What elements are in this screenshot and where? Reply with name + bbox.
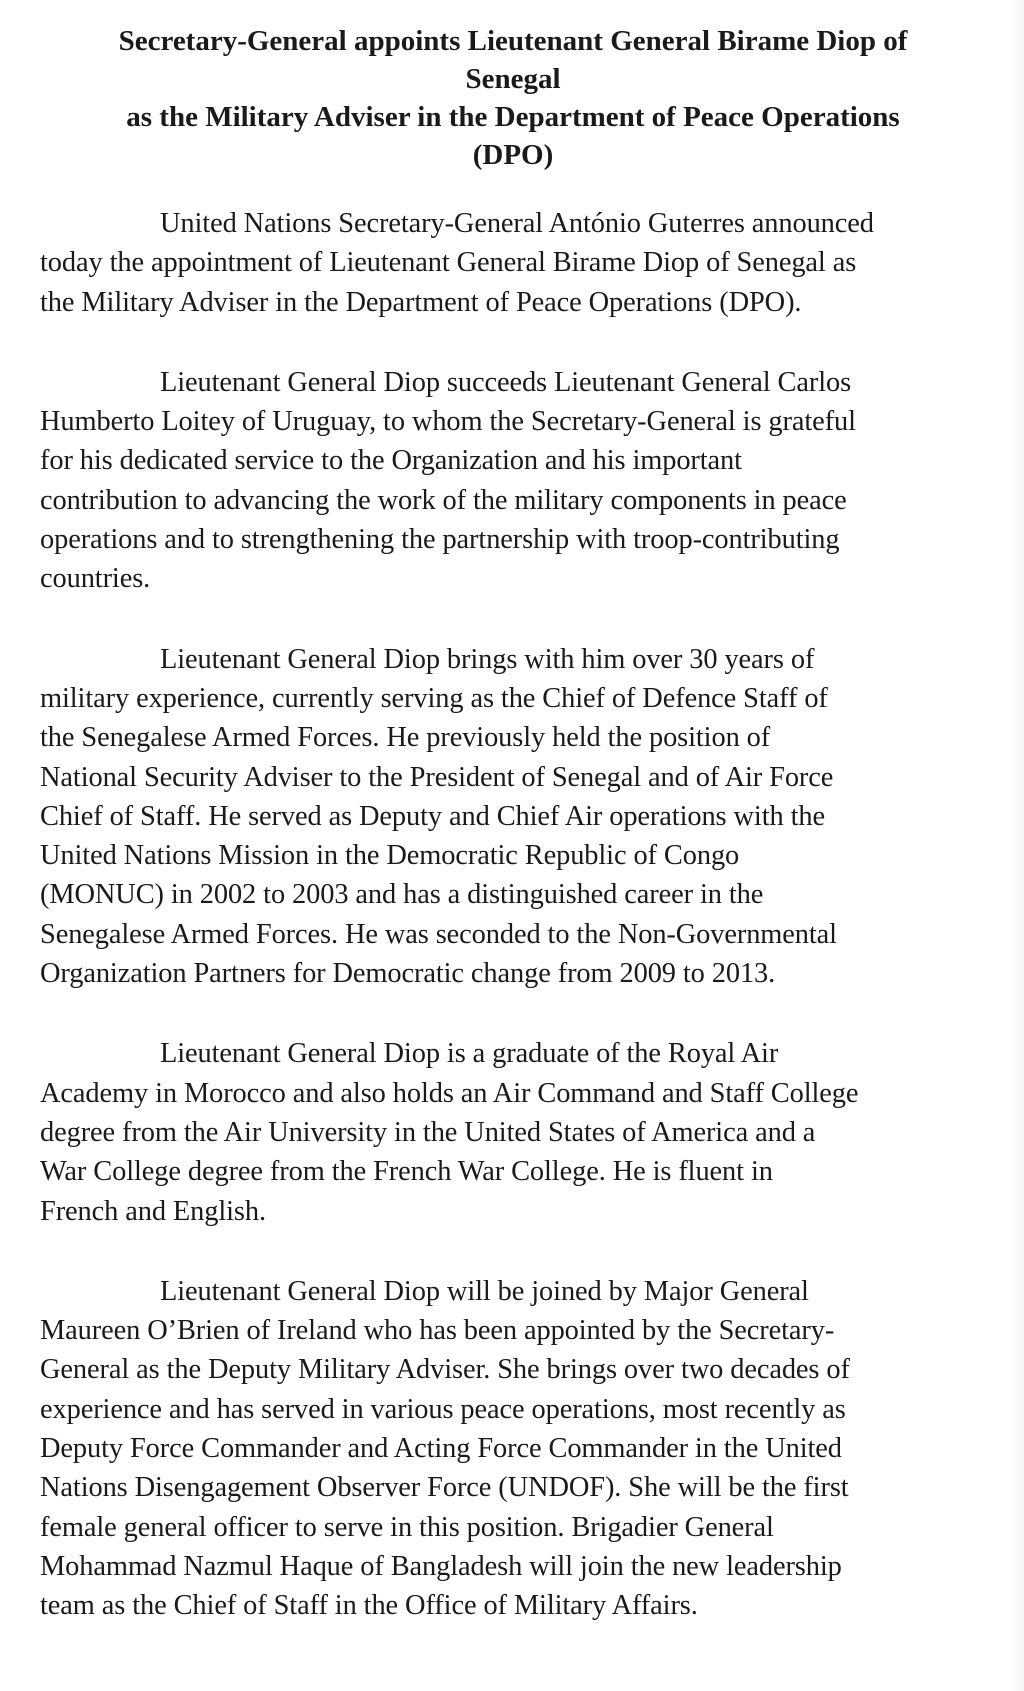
text-line: military experience, currently serving as the Chief of Defence Staff of [40, 682, 828, 714]
text-line: for his dedicated service to the Organization and his important [40, 445, 742, 477]
text-line: the Senegalese Armed Forces. He previously held the position of [40, 722, 771, 754]
text-line: team as the Chief of Staff in the Office of Military Affairs. [40, 1590, 698, 1622]
text-line: Deputy Force Commander and Acting Force Commander in the United [40, 1433, 842, 1465]
text-line: War College degree from the French War College. He is fluent in [40, 1156, 773, 1188]
text-line: Lieutenant General Diop brings with him over 30 years of [160, 643, 815, 675]
paragraph-experience [40, 640, 986, 994]
paragraph-education [40, 1034, 986, 1230]
text-line: experience and has served in various peace operations, most recently as [40, 1393, 846, 1425]
text-line: Lieutenant General Diop is a graduate of the Royal Air [160, 1038, 779, 1070]
text-line: Senegalese Armed Forces. He was seconded to the Non-Governmental [40, 918, 837, 950]
text-line: Lieutenant General Diop succeeds Lieutenant General Carlos [160, 366, 852, 398]
paragraph-succession [40, 363, 986, 599]
text-line: countries. [40, 563, 151, 595]
paragraph-deputy [40, 1272, 986, 1626]
text-line: General as the Deputy Military Adviser. She brings over two decades of [40, 1354, 850, 1386]
text-line: contribution to advancing the work of the military components in peace [40, 484, 847, 516]
paragraph-announcement [40, 204, 986, 322]
document-title [40, 22, 986, 174]
title-line: (DPO) [472, 139, 554, 171]
text-line: French and English. [40, 1195, 266, 1227]
page-edge-shadow [1010, 0, 1024, 1691]
text-line: National Security Adviser to the President of Senegal and of Air Force [40, 761, 834, 793]
title-line: Secretary-General appoints Lieutenant General Birame Diop of [118, 25, 908, 57]
text-line: Lieutenant General Diop will be joined by Major General [160, 1275, 809, 1307]
text-line: Chief of Staff. He served as Deputy and Chief Air operations with the [40, 800, 825, 832]
text-line: the Military Adviser in the Department of Peace Operations (DPO). [40, 286, 802, 318]
text-line: United Nations Mission in the Democratic Republic of Congo [40, 840, 740, 872]
text-line: (MONUC) in 2002 to 2003 and has a distinguished career in the [40, 879, 764, 911]
text-line: Academy in Morocco and also holds an Air Command and Staff College [40, 1077, 859, 1109]
text-line: Humberto Loitey of Uruguay, to whom the Secretary-General is grateful [40, 406, 856, 438]
text-line: operations and to strengthening the partnership with troop-contributing [40, 524, 840, 556]
text-line: Organization Partners for Democratic change from 2009 to 2013. [40, 958, 776, 990]
text-line: United Nations Secretary-General António Guterres announced [160, 208, 874, 239]
text-line: Maureen O’Brien of Ireland who has been appointed by the Secretary- [40, 1315, 835, 1347]
title-line: as the Military Adviser in the Department of Peace Operations [126, 101, 900, 133]
text-line: Nations Disengagement Observer Force (UNDOF). She will be the first [40, 1472, 849, 1504]
text-line: today the appointment of Lieutenant General Birame Diop of Senegal as [40, 247, 857, 279]
title-line: Senegal [465, 63, 561, 95]
text-line: Mohammad Nazmul Haque of Bangladesh will join the new leadership [40, 1550, 842, 1582]
text-line: degree from the Air University in the United States of America and a [40, 1116, 816, 1148]
text-line: female general officer to serve in this position. Brigadier General [40, 1511, 774, 1543]
